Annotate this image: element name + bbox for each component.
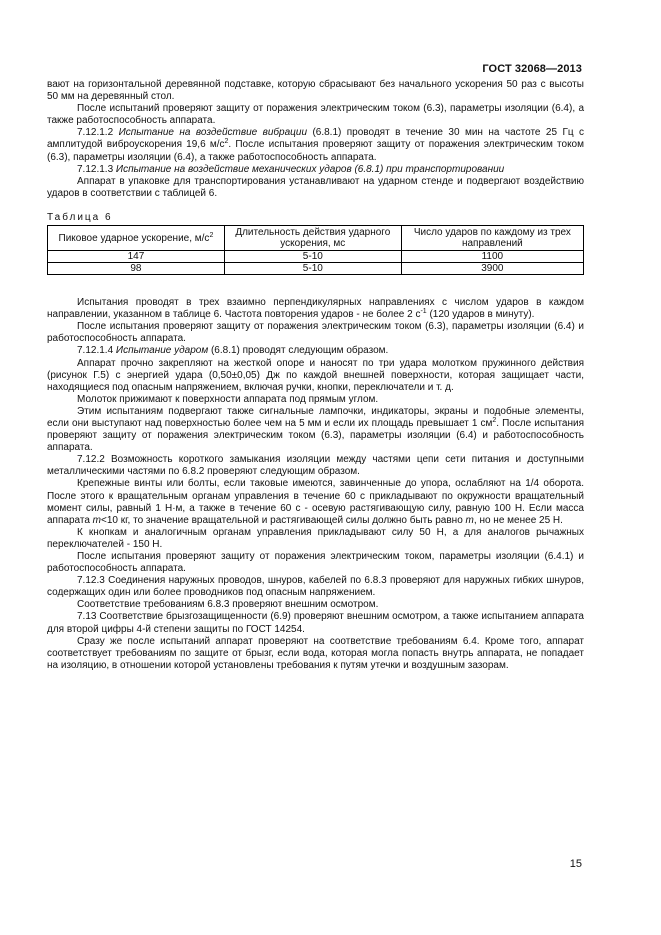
paragraph-shock-test-heading [47, 164, 584, 176]
table-cell: 3900 [401, 263, 583, 275]
clause-number: 7.12.1.2 [77, 127, 119, 139]
paragraph [47, 297, 584, 321]
paragraph-text: Испытания проводят в трех взаимно перпендикулярных направлениях с числом ударов в каждом направлении, указанном в таблице 6. Частота повторения ударов - не более 2 с [47, 297, 584, 321]
table-cell: 98 [48, 263, 225, 275]
header-text: Пиковое ударное ускорение, м/с [58, 232, 210, 244]
table-row [48, 251, 584, 263]
paragraph: После испытания проверяют защиту от поражения электрическим током (6.3), параметры изоляции (6.4) и работоспособность аппарата. [47, 321, 584, 345]
table-6 [47, 225, 584, 275]
paragraph-text: <10 кг, то значение вращательной и растягивающей силы должно быть равно [101, 514, 466, 526]
paragraph-impact-test [47, 345, 584, 357]
superscript: 2 [209, 231, 214, 239]
superscript: -1 [420, 308, 427, 316]
clause-number: 7.12.1.4 [77, 345, 116, 357]
paragraph-text: (6.8.1) проводят в течение 30 мин на частоте 25 Гц с амплитудой виброускорения 19,6 м/с [47, 127, 585, 151]
paragraph: Аппарат прочно закрепляют на жесткой опоре и наносят по три удара молотком пружинного действия (рисунок Г.5) с энергией удара (0,50±0,05) Дж по каждой внешней поверхности, которая защищает части, находящиеся под опасным напряжением, включая ручки, кнопки, переключатели и т. д. [47, 357, 584, 393]
paragraph: После испытания проверяют защиту от поражения электрическим током, параметры изоляции (6.4.1) и работоспособность аппарата. [47, 551, 584, 575]
table-header-cell: Число ударов по каждому из трех направлений [401, 226, 583, 251]
superscript: 2 [492, 416, 497, 424]
variable: m [465, 514, 474, 526]
paragraph: После испытаний проверяют защиту от поражения электрическим током (6.3), параметры изоляции (6.4), а также работоспособность аппарата. [47, 103, 584, 127]
table-cell: 5-10 [224, 251, 401, 263]
paragraph: вают на горизонтальной деревянной подставке, которую сбрасывают без начального ускорения 50 раз с высоты 50 мм на деревянный стол. [47, 79, 584, 103]
clause-title: Испытание на воздействие механических ударов (6.8.1) при транспортировании [115, 163, 505, 175]
paragraph-text: (6.8.1) проводят следующим образом. [208, 345, 389, 357]
paragraph: К кнопкам и аналогичным органам управления прикладывают силу 50 Н, а для аналогов рычажных переключателей - 150 Н. [47, 526, 584, 550]
table-header-cell: Длительность действия ударного ускорения, мс [224, 226, 401, 251]
variable: m [92, 514, 102, 526]
paragraph: Молоток прижимают к поверхности аппарата под прямым углом. [77, 393, 379, 405]
paragraph [47, 406, 584, 454]
document-body [47, 79, 584, 672]
paragraph-text: , но не менее 25 Н. [473, 514, 563, 526]
table-row [48, 263, 584, 275]
page-number: 15 [569, 858, 582, 870]
clause-number: 7.12.1.3 [77, 163, 116, 175]
paragraph: Сразу же после испытаний аппарат проверяют на соответствие требованиям 6.4. Кроме того, аппарат соответствует требованиям по защите от брызг, если вода, которая могла попасть внутрь аппарата, не попадает на изоляцию, в отношении которой установлены требования к путям утечки и воздушным зазорам. [47, 635, 584, 671]
paragraph-text: . После испытания проверяют защиту от поражения электрическим током (6.3), параметры изоляции (6.4) и работоспособность аппарата. [47, 417, 584, 454]
table-cell: 1100 [401, 251, 583, 263]
document-code-header: ГОСТ 32068—2013 [482, 63, 582, 75]
paragraph: Аппарат в упаковке для транспортирования устанавливают на ударном стенде и подвергают воздействию ударов в соответствии с таблицей 6. [47, 175, 584, 199]
paragraph-text: (120 ударов в минуту). [426, 309, 535, 321]
paragraph [47, 478, 584, 526]
paragraph: 7.13 Соответствие брызгозащищенности (6.9) проверяют внешним осмотром, а также испытанием аппарата для второй цифры 4-й степени защиты по ГОСТ 14254. [47, 611, 584, 635]
clause-title: Испытание ударом [115, 345, 209, 357]
paragraph: 7.12.3 Соединения наружных проводов, шнуров, кабелей по 6.8.3 проверяют для наружных гибких шнуров, содержащих один или более проводников под опасным напряжением. [47, 575, 584, 599]
table-cell: 147 [48, 251, 225, 263]
paragraph-text: . После испытания проверяют защиту от поражения электрическим током (6.3), параметры изоляции (6.4), а также работоспособность аппарата. [47, 139, 584, 163]
paragraph: 7.12.2 Возможность короткого замыкания изоляции между частями цепи сети питания и доступными металлическими частями по 6.8.2 проверяют следующим образом. [47, 454, 584, 478]
superscript: 2 [224, 138, 229, 146]
table-header-row [48, 226, 584, 251]
table-header-cell [48, 226, 225, 251]
clause-title: Испытание на воздействие вибрации [118, 127, 308, 139]
paragraph-text: Этим испытаниям подвергают также сигнальные лампочки, индикаторы, экраны и подобные элементы, если они выступают над поверхностью более чем на 5 мм и если их площадь превышает 1 см [47, 405, 584, 429]
paragraph-vibration-test [47, 127, 584, 163]
paragraph-text: Крепежные винты или болты, если таковые имеются, завинченные до упора, ослабляют на 1/4 оборота. После этого к вращательным органам управления в течение 60 с прикладывают по окружности вращательный момент силы, равный 1 Н·м, а также в течение 60 с - осевую растягивающую силу, равную 100 Н. Если масса аппарата [47, 478, 584, 526]
table-cell: 5-10 [224, 263, 401, 275]
paragraph: Соответствие требованиям 6.8.3 проверяют внешним осмотром. [77, 599, 379, 611]
table-title: Таблица 6 [47, 211, 113, 223]
